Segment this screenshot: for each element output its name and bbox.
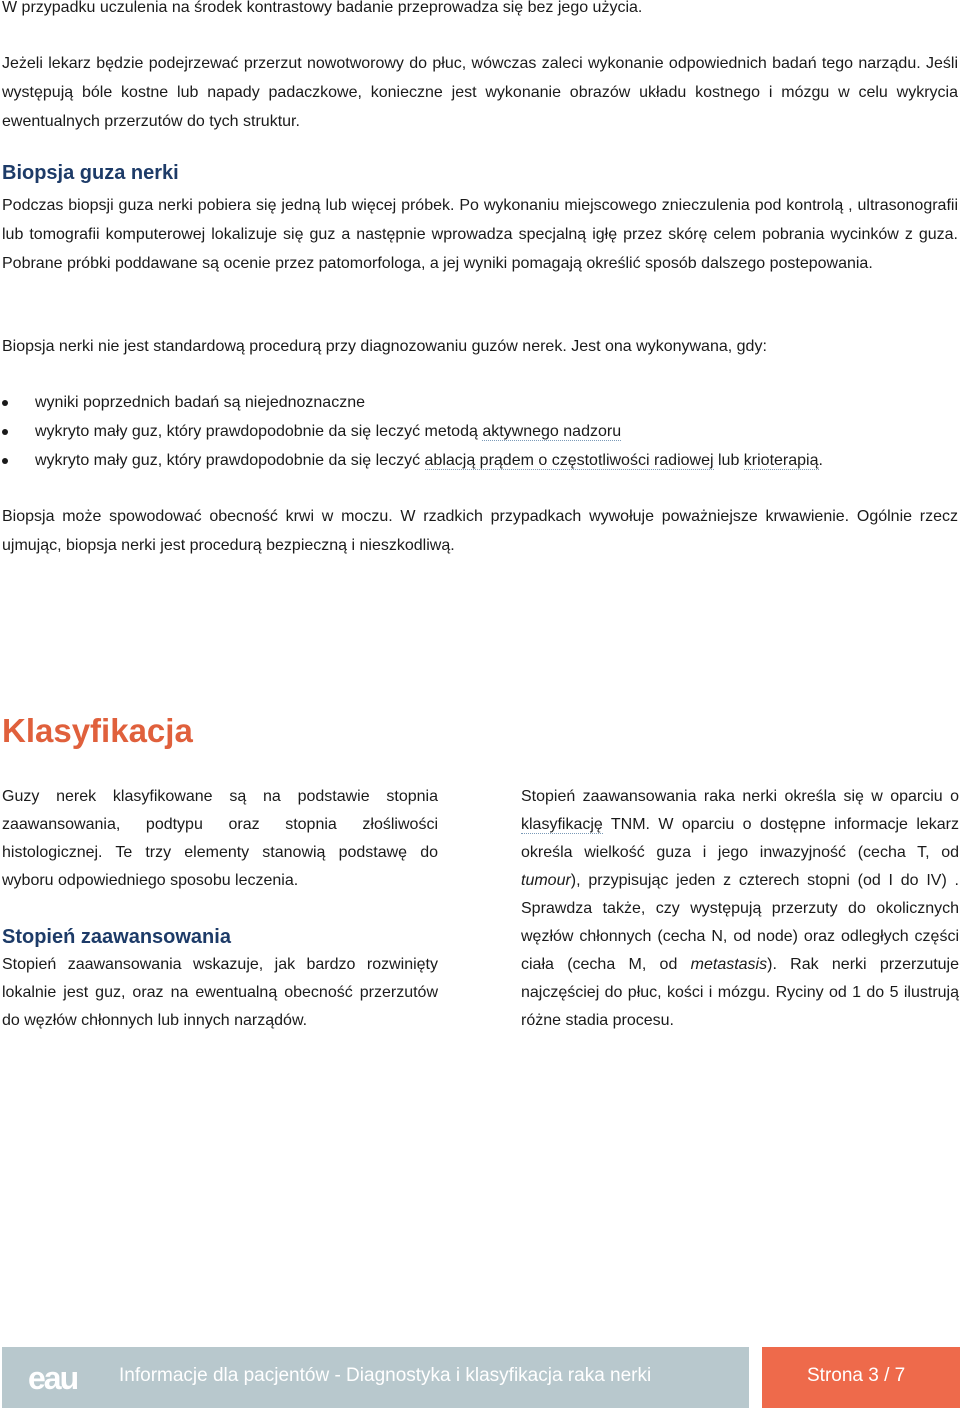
tnm-term-metastasis: metastasis <box>690 956 768 973</box>
glossary-link-classification[interactable]: klasyfikację <box>521 816 603 833</box>
page-number: Strona 3 / 7 <box>807 1365 906 1386</box>
tnm-text: TNM. W oparciu o dostępne informacje lekarz określa wielkość guza i jego inwazyjność (cecha T, od <box>521 816 959 861</box>
tnm-text: ), przypisując jeden z czterech stopni (od I do IV) . Sprawdza także, czy występują przerzuty do okolicznych węzłów chłonnych (cecha N, od node) oraz odległych części ciała (cecha M, od <box>521 872 959 973</box>
tnm-text: Stopień zaawansowania raka nerki określa się w oparciu o <box>521 788 959 805</box>
biopsy-paragraph-1: Podczas biopsji guza nerki pobiera się jedną lub więcej próbek. Po wykonaniu miejscowego znieczulenia pod kontrolą , ultrasonografii lub tomografii komputerowej lokalizuje się guz a następnie wprowadza specjalną igłę przez skórę celem pobrania wycinków z guza. Pobrane próbki poddawane są ocenie przez patomorfologa, a jej wyniki pomagają określić sposób dalszego postepowania. <box>2 197 958 272</box>
tnm-text: ). Rak nerki przerzutuje najczęściej do płuc, kości i mózgu. Ryciny od 1 do 5 ilustrują różne stadia procesu. <box>521 956 960 1029</box>
list-item <box>0 388 960 417</box>
classification-left-column <box>2 783 438 1035</box>
bullet-dot <box>2 400 8 406</box>
intro-paragraph-1: W przypadku uczulenia na środek kontrastowy badanie przeprowadza się bez jego użycia. <box>2 0 643 16</box>
glossary-link-cryotherapy[interactable]: krioterapią <box>743 452 819 469</box>
biopsy-heading: Biopsja guza nerki <box>2 162 179 184</box>
glossary-link-active-surveillance[interactable]: aktywnego nadzoru <box>482 423 622 440</box>
list-item-text: . <box>818 452 823 469</box>
biopsy-indications-list <box>0 388 960 475</box>
tnm-term-tumour: tumour <box>521 872 571 889</box>
footer-page-box <box>762 1347 960 1408</box>
stage-heading: Stopień zaawansowania <box>2 926 231 948</box>
eau-logo-text: eau <box>28 1361 78 1395</box>
bullet-dot <box>2 429 8 435</box>
list-item-text: wykryto mały guz, który prawdopodobnie da się leczyć metodą <box>35 423 483 440</box>
list-item-text: lub <box>713 452 744 469</box>
biopsy-paragraph-3: Biopsja może spowodować obecność krwi w moczu. W rzadkich przypadkach wywołuje poważniejsze krwawienie. Ogólnie rzecz ujmując, biopsja nerki jest procedurą bezpieczną i nieszkodliwą. <box>2 508 958 554</box>
list-item <box>0 446 960 475</box>
intro-paragraph-2: Jeżeli lekarz będzie podejrzewać przerzut nowotworowy do płuc, wówczas zaleci wykonanie odpowiednich badań tego narządu. Jeśli występują bóle kostne lub napady padaczkowe, konieczne jest wykonanie obrazów układu kostnego i mózgu w celu wykrycia ewentualnych przerzutów do tych struktur. <box>2 55 958 130</box>
list-item <box>0 417 960 446</box>
classification-intro-paragraph: Guzy nerek klasyfikowane są na podstawie stopnia zaawansowania, podtypu oraz stopnia złośliwości histologicznej. Te trzy elementy stanowią podstawę do wyboru odpowiedniego sposobu leczenia. <box>2 788 438 889</box>
eau-logo <box>28 1361 88 1395</box>
tnm-paragraph <box>521 783 959 1035</box>
list-item-text: wyniki poprzednich badań są niejednoznaczne <box>35 394 365 411</box>
page-footer <box>0 1347 960 1408</box>
footer-title: Informacje dla pacjentów - Diagnostyka i klasyfikacja raka nerki <box>119 1365 652 1386</box>
classification-heading: Klasyfikacja <box>2 712 193 749</box>
bullet-dot <box>2 458 8 464</box>
glossary-link-radiofrequency-ablation[interactable]: ablacją prądem o częstotliwości radiowej <box>424 452 714 469</box>
list-item-text: wykryto mały guz, który prawdopodobnie da się leczyć <box>35 452 425 469</box>
biopsy-paragraph-2: Biopsja nerki nie jest standardową procedurą przy diagnozowaniu guzów nerek. Jest ona wykonywana, gdy: <box>2 338 767 355</box>
footer-title-bar <box>2 1347 749 1408</box>
stage-paragraph: Stopień zaawansowania wskazuje, jak bardzo rozwinięty lokalnie jest guz, oraz na ewentualną obecność przerzutów do węzłów chłonnych lub innych narządów. <box>2 956 438 1029</box>
classification-right-column <box>521 783 959 1035</box>
